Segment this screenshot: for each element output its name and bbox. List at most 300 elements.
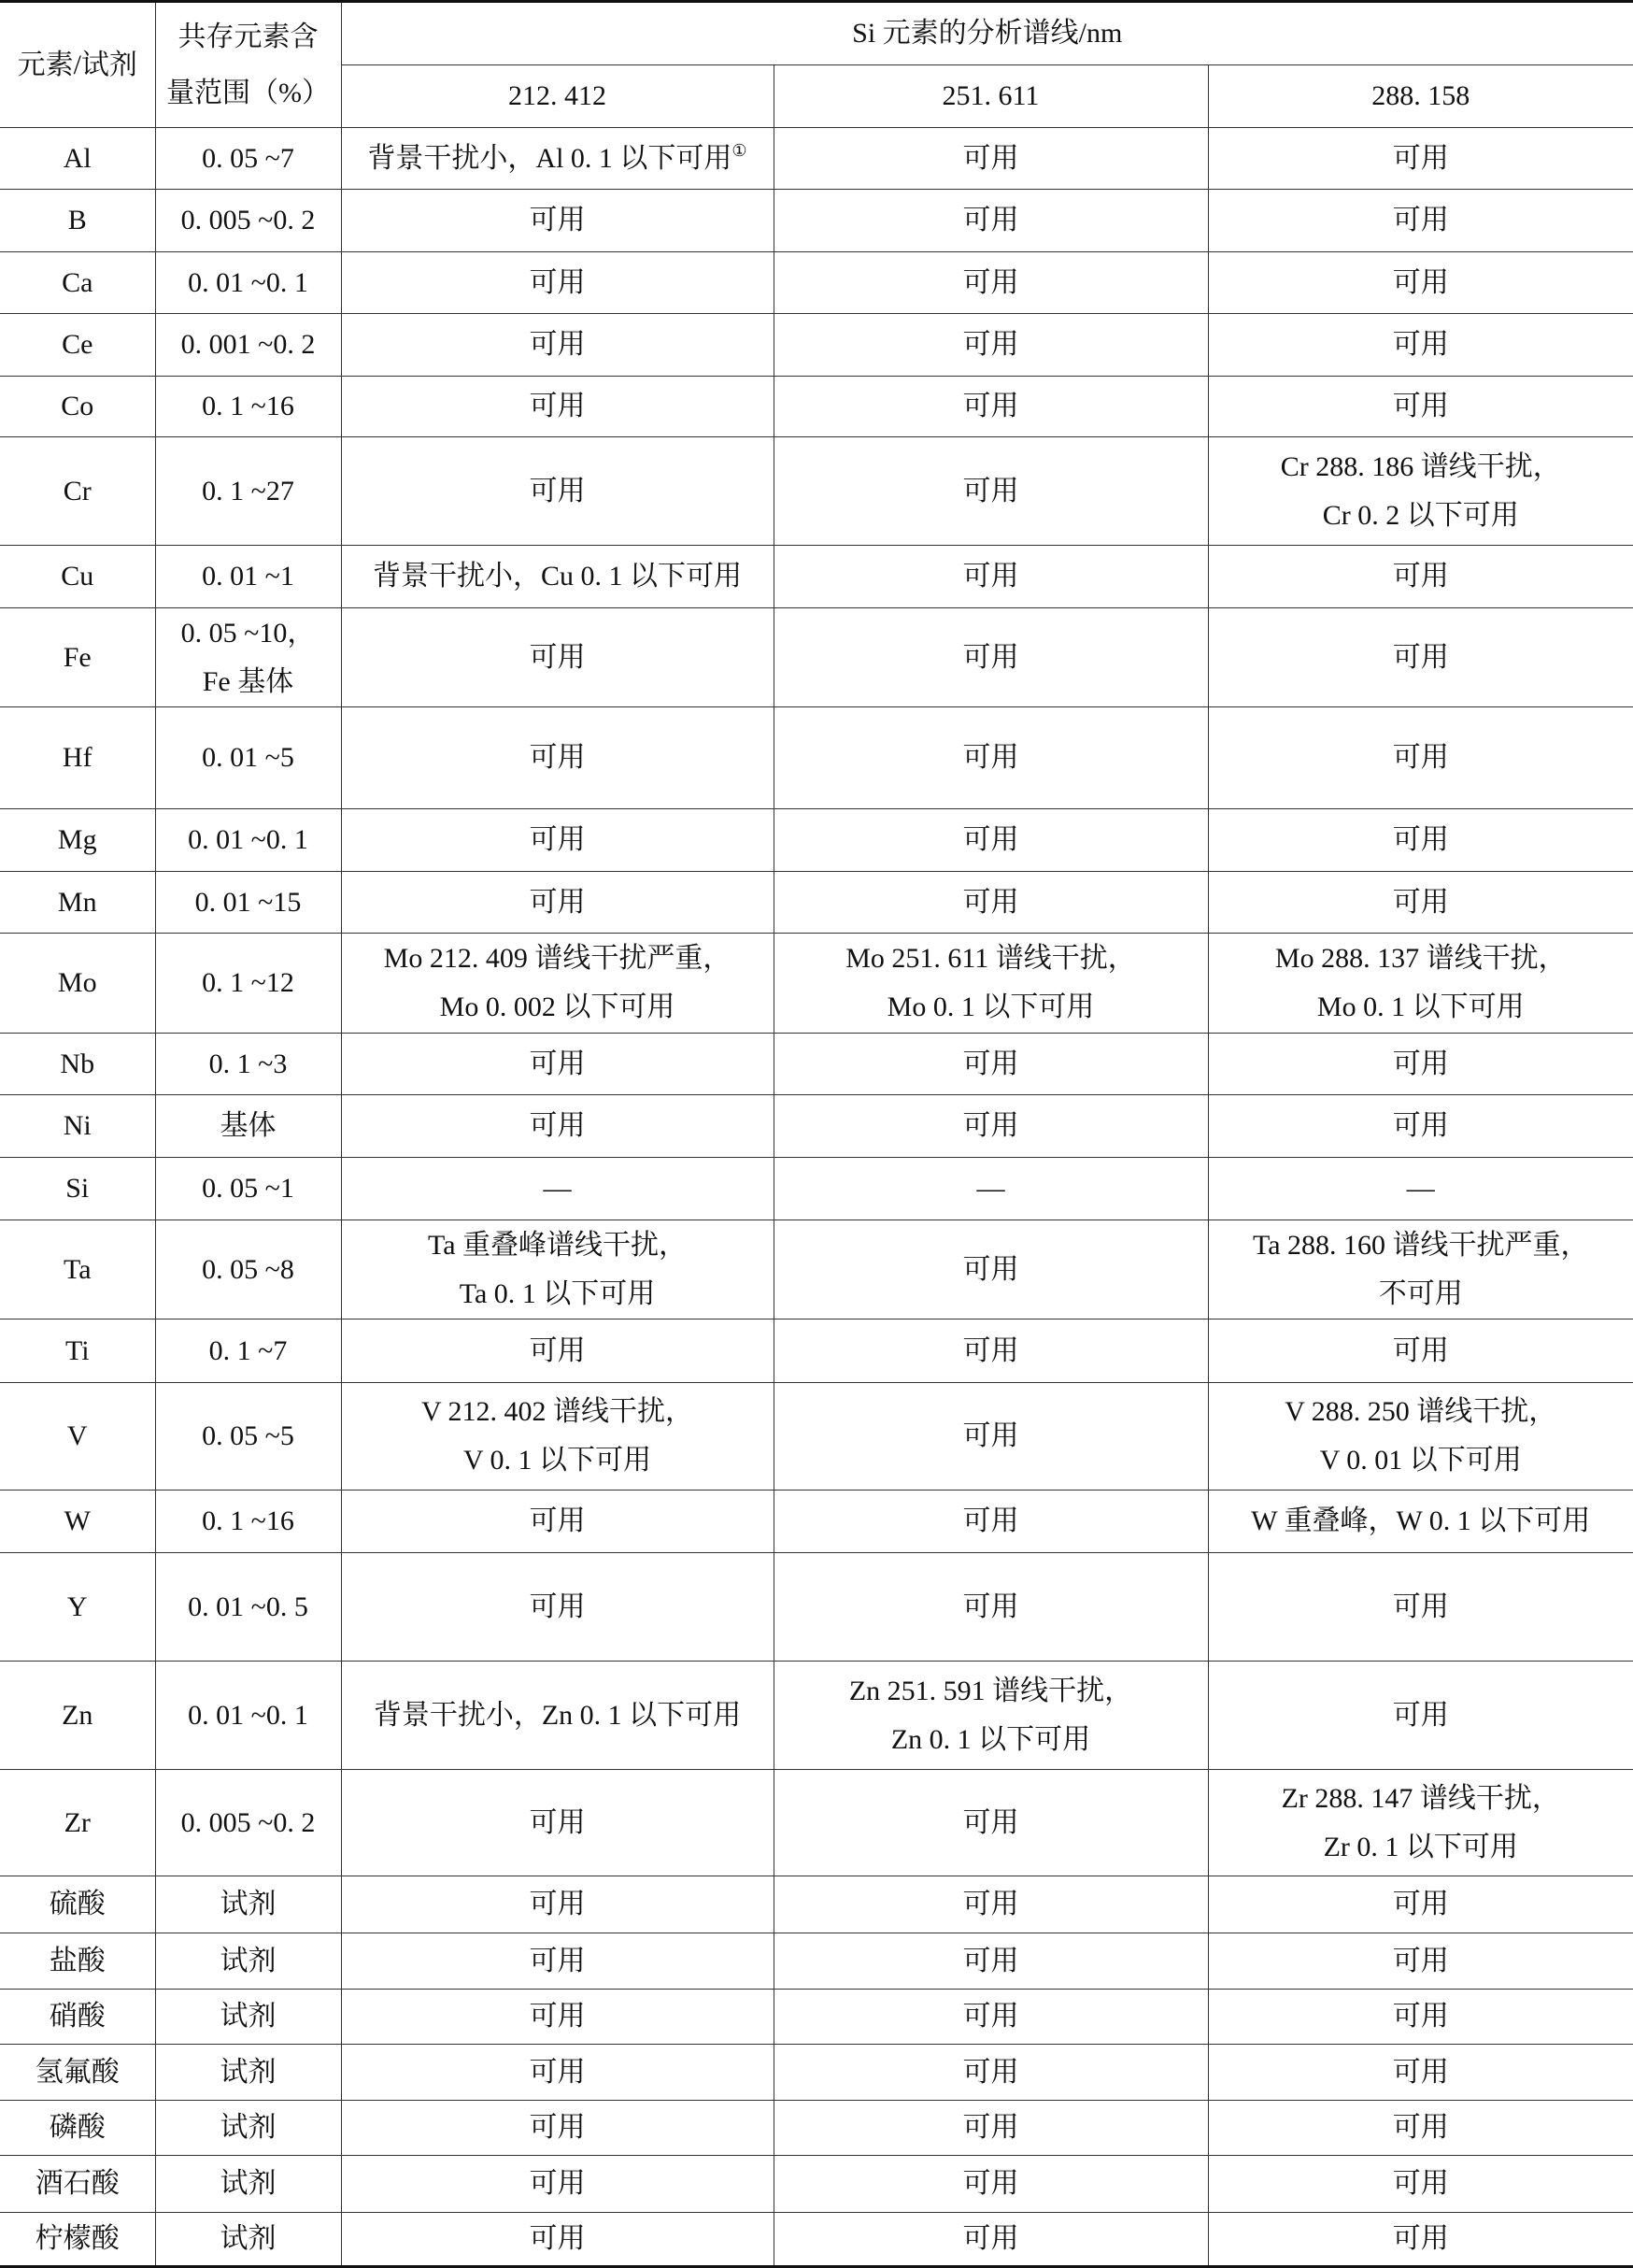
usability-line xyxy=(342,382,774,431)
range-cell xyxy=(155,2156,341,2213)
range-line xyxy=(156,2160,341,2208)
usability-line-text: 可用 xyxy=(1392,1889,1449,1919)
usability-cell-288 xyxy=(1208,546,1633,608)
range-line xyxy=(156,1992,341,2041)
range-cell xyxy=(155,252,341,314)
usability-cell-251 xyxy=(774,190,1208,252)
range-cell xyxy=(155,1491,341,1553)
usability-line xyxy=(342,1436,774,1485)
usability-line xyxy=(774,2160,1208,2208)
table-row xyxy=(0,128,1633,190)
range-line xyxy=(156,1327,341,1376)
usability-line-text: 可用 xyxy=(962,2001,1019,2032)
usability-line-text: V 0. 1 以下可用 xyxy=(462,1445,652,1476)
element-cell: 氢氟酸 xyxy=(0,2045,155,2101)
usability-line-text: 背景干扰小，Cu 0. 1 以下可用 xyxy=(372,561,742,592)
usability-line-text: 可用 xyxy=(1392,329,1449,360)
range-cell xyxy=(155,437,341,546)
usability-line xyxy=(1209,1497,1633,1546)
usability-line xyxy=(342,1164,774,1213)
range-line-text: Fe 基体 xyxy=(202,665,294,697)
usability-cell-251 xyxy=(774,1220,1208,1319)
range-line-text: 0. 1 ~27 xyxy=(202,475,294,506)
range-line-text: 0. 005 ~0. 2 xyxy=(180,1806,316,1838)
usability-line-text: 可用 xyxy=(962,391,1019,421)
usability-line-text: 可用 xyxy=(962,1806,1019,1838)
usability-cell-212 xyxy=(341,809,774,872)
usability-line-text: 可用 xyxy=(529,2112,586,2143)
usability-line xyxy=(342,552,774,601)
usability-line-text: Mo 0. 1 以下可用 xyxy=(1316,991,1525,1022)
usability-line-text: 可用 xyxy=(529,2168,586,2199)
usability-line xyxy=(774,382,1208,431)
range-line-text: 试剂 xyxy=(220,2001,277,2032)
usability-line xyxy=(342,2215,774,2263)
usability-line xyxy=(774,1583,1208,1632)
table-header xyxy=(0,2,1633,128)
usability-line-text: 可用 xyxy=(962,1505,1019,1536)
range-line xyxy=(156,135,341,183)
range-line-text: 试剂 xyxy=(220,2112,277,2143)
usability-line xyxy=(1209,983,1633,1032)
usability-line xyxy=(1209,934,1633,983)
usability-line-text: 可用 xyxy=(1392,1334,1449,1366)
usability-line xyxy=(342,1388,774,1436)
usability-line xyxy=(342,467,774,516)
usability-cell-288 xyxy=(1208,1662,1633,1770)
table-row xyxy=(0,1933,1633,1990)
usability-line-text: 可用 xyxy=(529,2001,586,2032)
range-cell xyxy=(155,1220,341,1319)
usability-line xyxy=(1209,1823,1633,1872)
usability-line xyxy=(774,1327,1208,1376)
wavelength-header-251: 251. 611 xyxy=(774,65,1208,128)
usability-cell-251 xyxy=(774,809,1208,872)
range-line xyxy=(156,2104,341,2152)
usability-cell-251 xyxy=(774,128,1208,190)
usability-line-text: 可用 xyxy=(529,1806,586,1838)
usability-line-text: 可用 xyxy=(962,1253,1019,1285)
usability-cell-288 xyxy=(1208,1933,1633,1990)
range-line-text: 0. 001 ~0. 2 xyxy=(180,329,316,360)
range-cell xyxy=(155,809,341,872)
usability-line-text: Mo 0. 1 以下可用 xyxy=(887,991,1095,1022)
usability-line xyxy=(342,1691,774,1740)
usability-line xyxy=(774,552,1208,601)
range-cell xyxy=(155,1770,341,1876)
usability-line xyxy=(342,1937,774,1986)
element-column-header: 元素/试剂 xyxy=(0,2,155,128)
range-cell xyxy=(155,872,341,934)
range-line xyxy=(156,1246,341,1294)
range-line xyxy=(156,321,341,369)
usability-line xyxy=(1209,1164,1633,1213)
usability-line-text: 可用 xyxy=(1392,824,1449,855)
usability-line-text: 可用 xyxy=(962,1334,1019,1366)
usability-line-text: Ta 0. 1 以下可用 xyxy=(459,1277,656,1309)
usability-cell-212 xyxy=(341,1933,774,1990)
range-line-text: 0. 1 ~16 xyxy=(202,1505,294,1536)
usability-line-text: 可用 xyxy=(1392,205,1449,235)
range-line xyxy=(156,1880,341,1929)
usability-line xyxy=(342,2104,774,2152)
usability-line-text: V 212. 402 谱线干扰， xyxy=(420,1396,694,1427)
wavelength-header-212: 212. 412 xyxy=(341,65,774,128)
usability-line-text: Mo 212. 409 谱线干扰严重， xyxy=(383,943,731,974)
element-cell: Nb xyxy=(0,1034,155,1095)
usability-line xyxy=(342,1327,774,1376)
usability-line xyxy=(1209,1388,1633,1436)
usability-line xyxy=(342,1992,774,2041)
usability-cell-212 xyxy=(341,608,774,707)
usability-cell-212 xyxy=(341,2156,774,2213)
usability-line xyxy=(342,2048,774,2097)
usability-line xyxy=(1209,1436,1633,1485)
usability-line xyxy=(774,321,1208,369)
usability-cell-251 xyxy=(774,1319,1208,1383)
range-line xyxy=(156,467,341,516)
usability-line xyxy=(1209,1270,1633,1319)
usability-cell-251 xyxy=(774,1034,1208,1095)
usability-line-text: 可用 xyxy=(1392,2168,1449,2199)
usability-cell-212 xyxy=(341,252,774,314)
usability-line xyxy=(774,1880,1208,1929)
table-row xyxy=(0,608,1633,707)
range-line xyxy=(156,658,341,706)
usability-line-text: 可用 xyxy=(1392,1699,1449,1731)
usability-cell-288 xyxy=(1208,707,1633,809)
usability-line xyxy=(774,1667,1208,1716)
table-row xyxy=(0,1876,1633,1933)
table-row xyxy=(0,2101,1633,2156)
range-cell xyxy=(155,190,341,252)
element-cell: Ti xyxy=(0,1319,155,1383)
range-cell xyxy=(155,934,341,1034)
usability-line xyxy=(774,1412,1208,1461)
range-header-line: 共存元素含 xyxy=(178,21,319,52)
usability-line-text: Ta 重叠峰谱线干扰， xyxy=(427,1229,688,1261)
element-cell: Al xyxy=(0,128,155,190)
range-line-text: 0. 05 ~8 xyxy=(202,1253,294,1285)
usability-line-text: 可用 xyxy=(529,641,586,673)
usability-cell-212 xyxy=(341,1383,774,1491)
usability-line-text: 可用 xyxy=(962,266,1019,298)
usability-cell-251 xyxy=(774,546,1208,608)
element-cell: 盐酸 xyxy=(0,1933,155,1990)
range-line-text: 0. 05 ~5 xyxy=(202,1420,294,1451)
usability-cell-251 xyxy=(774,2101,1208,2156)
usability-line xyxy=(1209,1102,1633,1150)
element-cell: Mn xyxy=(0,872,155,934)
usability-line-text: 可用 xyxy=(962,824,1019,855)
usability-line xyxy=(1209,2048,1633,2097)
table-row xyxy=(0,1553,1633,1662)
element-cell: Y xyxy=(0,1553,155,1662)
table-row xyxy=(0,2156,1633,2213)
range-line-text: 试剂 xyxy=(220,2056,277,2088)
range-line xyxy=(156,1102,341,1150)
range-cell xyxy=(155,1034,341,1095)
range-line-text: 试剂 xyxy=(220,1945,277,1976)
usability-line xyxy=(774,2104,1208,2152)
usability-cell-212 xyxy=(341,2045,774,2101)
usability-cell-251 xyxy=(774,252,1208,314)
usability-line xyxy=(1209,321,1633,369)
usability-cell-251 xyxy=(774,1933,1208,1990)
usability-line-text: Mo 0. 002 以下可用 xyxy=(439,991,675,1022)
usability-line xyxy=(774,1937,1208,1986)
usability-line xyxy=(342,1102,774,1150)
range-line xyxy=(156,2048,341,2097)
usability-cell-288 xyxy=(1208,1383,1633,1491)
table-row xyxy=(0,1662,1633,1770)
usability-cell-251 xyxy=(774,1553,1208,1662)
usability-line-text: 可用 xyxy=(962,475,1019,506)
range-line-text: 试剂 xyxy=(220,2223,277,2254)
range-cell xyxy=(155,128,341,190)
usability-line-text: 可用 xyxy=(529,2223,586,2254)
range-line xyxy=(156,1164,341,1213)
usability-cell-212 xyxy=(341,934,774,1034)
usability-cell-288 xyxy=(1208,1220,1633,1319)
usability-cell-288 xyxy=(1208,1319,1633,1383)
usability-cell-288 xyxy=(1208,809,1633,872)
usability-cell-251 xyxy=(774,1770,1208,1876)
range-cell xyxy=(155,1876,341,1933)
range-line xyxy=(156,1799,341,1847)
usability-line-text: 可用 xyxy=(529,1889,586,1919)
element-cell: 硝酸 xyxy=(0,1990,155,2045)
usability-cell-288 xyxy=(1208,128,1633,190)
range-line-text: 0. 005 ~0. 2 xyxy=(180,205,316,235)
usability-cell-288 xyxy=(1208,1990,1633,2045)
usability-line-text: 可用 xyxy=(962,2223,1019,2254)
element-cell: Mg xyxy=(0,809,155,872)
usability-line xyxy=(1209,443,1633,492)
usability-line-text: 可用 xyxy=(962,205,1019,235)
usability-cell-251 xyxy=(774,608,1208,707)
usability-cell-212 xyxy=(341,707,774,809)
usability-line-text: Zn 0. 1 以下可用 xyxy=(890,1723,1091,1755)
usability-cell-288 xyxy=(1208,314,1633,377)
usability-cell-251 xyxy=(774,1158,1208,1220)
usability-line-text: 可用 xyxy=(962,1420,1019,1451)
usability-line-text: 可用 xyxy=(962,2168,1019,2199)
usability-line xyxy=(342,1497,774,1546)
range-line-text: 0. 1 ~12 xyxy=(202,967,294,998)
table-row xyxy=(0,2213,1633,2267)
element-cell: B xyxy=(0,190,155,252)
range-line xyxy=(156,609,341,658)
range-cell xyxy=(155,1095,341,1158)
usability-cell-251 xyxy=(774,872,1208,934)
usability-line xyxy=(774,1992,1208,2041)
table-row xyxy=(0,1095,1633,1158)
range-line xyxy=(156,1497,341,1546)
usability-cell-251 xyxy=(774,1876,1208,1933)
usability-line-text: 可用 xyxy=(1392,1590,1449,1622)
table-row xyxy=(0,1158,1633,1220)
footnote-mark: ① xyxy=(731,140,747,160)
usability-line-text: 可用 xyxy=(1392,1048,1449,1079)
usability-line-text: — xyxy=(976,1173,1005,1204)
usability-line xyxy=(774,259,1208,307)
element-cell: Si xyxy=(0,1158,155,1220)
usability-line-text: 可用 xyxy=(962,2056,1019,2088)
usability-line-text: 可用 xyxy=(1392,142,1449,174)
table-row xyxy=(0,1770,1633,1876)
table-row xyxy=(0,314,1633,377)
usability-line-text: Cr 0. 2 以下可用 xyxy=(1322,499,1519,531)
usability-cell-288 xyxy=(1208,1876,1633,1933)
element-cell: Ta xyxy=(0,1220,155,1319)
range-line-text: 试剂 xyxy=(220,2168,277,2199)
range-line xyxy=(156,382,341,431)
usability-line xyxy=(1209,259,1633,307)
usability-cell-251 xyxy=(774,2156,1208,2213)
usability-cell-212 xyxy=(341,1770,774,1876)
usability-cell-212 xyxy=(341,1876,774,1933)
element-cell: Mo xyxy=(0,934,155,1034)
usability-cell-288 xyxy=(1208,2213,1633,2267)
usability-cell-251 xyxy=(774,1990,1208,2045)
usability-cell-251 xyxy=(774,1095,1208,1158)
usability-line xyxy=(342,934,774,983)
usability-cell-212 xyxy=(341,1034,774,1095)
range-cell xyxy=(155,377,341,437)
usability-line xyxy=(774,734,1208,782)
table-row xyxy=(0,546,1633,608)
usability-line-text: 可用 xyxy=(529,1334,586,1366)
usability-line xyxy=(342,1799,774,1847)
usability-line-text: Cr 288. 186 谱线干扰， xyxy=(1280,450,1561,482)
usability-cell-288 xyxy=(1208,1553,1633,1662)
table-row xyxy=(0,252,1633,314)
usability-line-text: 可用 xyxy=(529,1110,586,1141)
usability-line-text: Zr 0. 1 以下可用 xyxy=(1323,1831,1518,1862)
usability-line xyxy=(1209,1880,1633,1929)
header-row xyxy=(0,2,1633,65)
range-line-text: 0. 1 ~16 xyxy=(202,391,294,421)
usability-cell-288 xyxy=(1208,934,1633,1034)
wavelength-header-288: 288. 158 xyxy=(1208,65,1633,128)
usability-line-text: Zr 288. 147 谱线干扰， xyxy=(1281,1782,1560,1814)
usability-line xyxy=(774,934,1208,983)
element-cell: V xyxy=(0,1383,155,1491)
usability-line-text: 可用 xyxy=(529,266,586,298)
usability-cell-288 xyxy=(1208,2045,1633,2101)
usability-line-text: 可用 xyxy=(1392,641,1449,673)
element-cell: 柠檬酸 xyxy=(0,2213,155,2267)
usability-line-text: 可用 xyxy=(529,329,586,360)
usability-cell-212 xyxy=(341,1095,774,1158)
usability-line-text: 不可用 xyxy=(1378,1277,1463,1309)
usability-line xyxy=(774,816,1208,864)
range-cell xyxy=(155,1383,341,1491)
usability-line xyxy=(1209,492,1633,540)
usability-line xyxy=(774,1246,1208,1294)
usability-cell-212 xyxy=(341,1158,774,1220)
usability-line-text: 可用 xyxy=(962,561,1019,592)
usability-line xyxy=(1209,1327,1633,1376)
element-cell: Zn xyxy=(0,1662,155,1770)
table-row xyxy=(0,1319,1633,1383)
element-cell: Cu xyxy=(0,546,155,608)
usability-line-text: 可用 xyxy=(529,886,586,918)
usability-line xyxy=(774,1799,1208,1847)
usability-line xyxy=(774,1716,1208,1764)
usability-cell-212 xyxy=(341,128,774,190)
element-cell: Ce xyxy=(0,314,155,377)
range-cell xyxy=(155,546,341,608)
table-row xyxy=(0,872,1633,934)
range-line-text: 0. 05 ~7 xyxy=(202,142,294,174)
usability-cell-288 xyxy=(1208,1491,1633,1553)
range-line xyxy=(156,259,341,307)
usability-line-text: 可用 xyxy=(529,205,586,235)
range-line xyxy=(156,552,341,601)
usability-line xyxy=(1209,734,1633,782)
usability-line xyxy=(342,1221,774,1270)
usability-cell-212 xyxy=(341,546,774,608)
element-cell: Cr xyxy=(0,437,155,546)
element-cell: Ni xyxy=(0,1095,155,1158)
range-line xyxy=(156,1583,341,1632)
range-line-text: 0. 01 ~0. 5 xyxy=(188,1590,308,1622)
range-line-text: 0. 01 ~0. 1 xyxy=(188,1699,308,1731)
usability-line-text: W 重叠峰，W 0. 1 以下可用 xyxy=(1251,1505,1591,1536)
usability-line xyxy=(342,983,774,1032)
usability-line-text: Ta 288. 160 谱线干扰严重， xyxy=(1252,1229,1589,1261)
usability-line xyxy=(342,1040,774,1089)
usability-cell-288 xyxy=(1208,1034,1633,1095)
usability-line xyxy=(342,1270,774,1319)
table-row xyxy=(0,190,1633,252)
usability-line-text: Mo 288. 137 谱线干扰， xyxy=(1274,943,1567,974)
range-cell xyxy=(155,314,341,377)
range-line-text: 0. 1 ~7 xyxy=(208,1334,288,1366)
usability-line xyxy=(1209,1221,1633,1270)
table-row xyxy=(0,1220,1633,1319)
usability-line-text: 可用 xyxy=(962,329,1019,360)
usability-line-text: 可用 xyxy=(529,742,586,773)
usability-cell-212 xyxy=(341,1662,774,1770)
usability-line-text: 可用 xyxy=(1392,2001,1449,2032)
usability-line xyxy=(342,321,774,369)
range-cell xyxy=(155,1933,341,1990)
range-line-text: 0. 01 ~0. 1 xyxy=(188,266,308,298)
usability-line-text: 可用 xyxy=(1392,742,1449,773)
usability-cell-251 xyxy=(774,437,1208,546)
usability-line xyxy=(1209,2160,1633,2208)
usability-line-text: 可用 xyxy=(962,742,1019,773)
usability-cell-251 xyxy=(774,377,1208,437)
usability-line-text: — xyxy=(1406,1173,1435,1204)
analysis-lines-group-header: Si 元素的分析谱线/nm xyxy=(341,2,1633,65)
usability-line-text: V 0. 01 以下可用 xyxy=(1319,1445,1522,1476)
usability-line xyxy=(774,878,1208,927)
usability-line-text: 可用 xyxy=(529,475,586,506)
range-column-header xyxy=(155,2,341,128)
usability-line-text: 可用 xyxy=(1392,2112,1449,2143)
usability-line xyxy=(774,135,1208,183)
usability-cell-212 xyxy=(341,1990,774,2045)
range-cell xyxy=(155,608,341,707)
usability-line xyxy=(1209,196,1633,245)
table-row xyxy=(0,437,1633,546)
range-line xyxy=(156,959,341,1007)
usability-line-text: V 288. 250 谱线干扰， xyxy=(1285,1396,1557,1427)
